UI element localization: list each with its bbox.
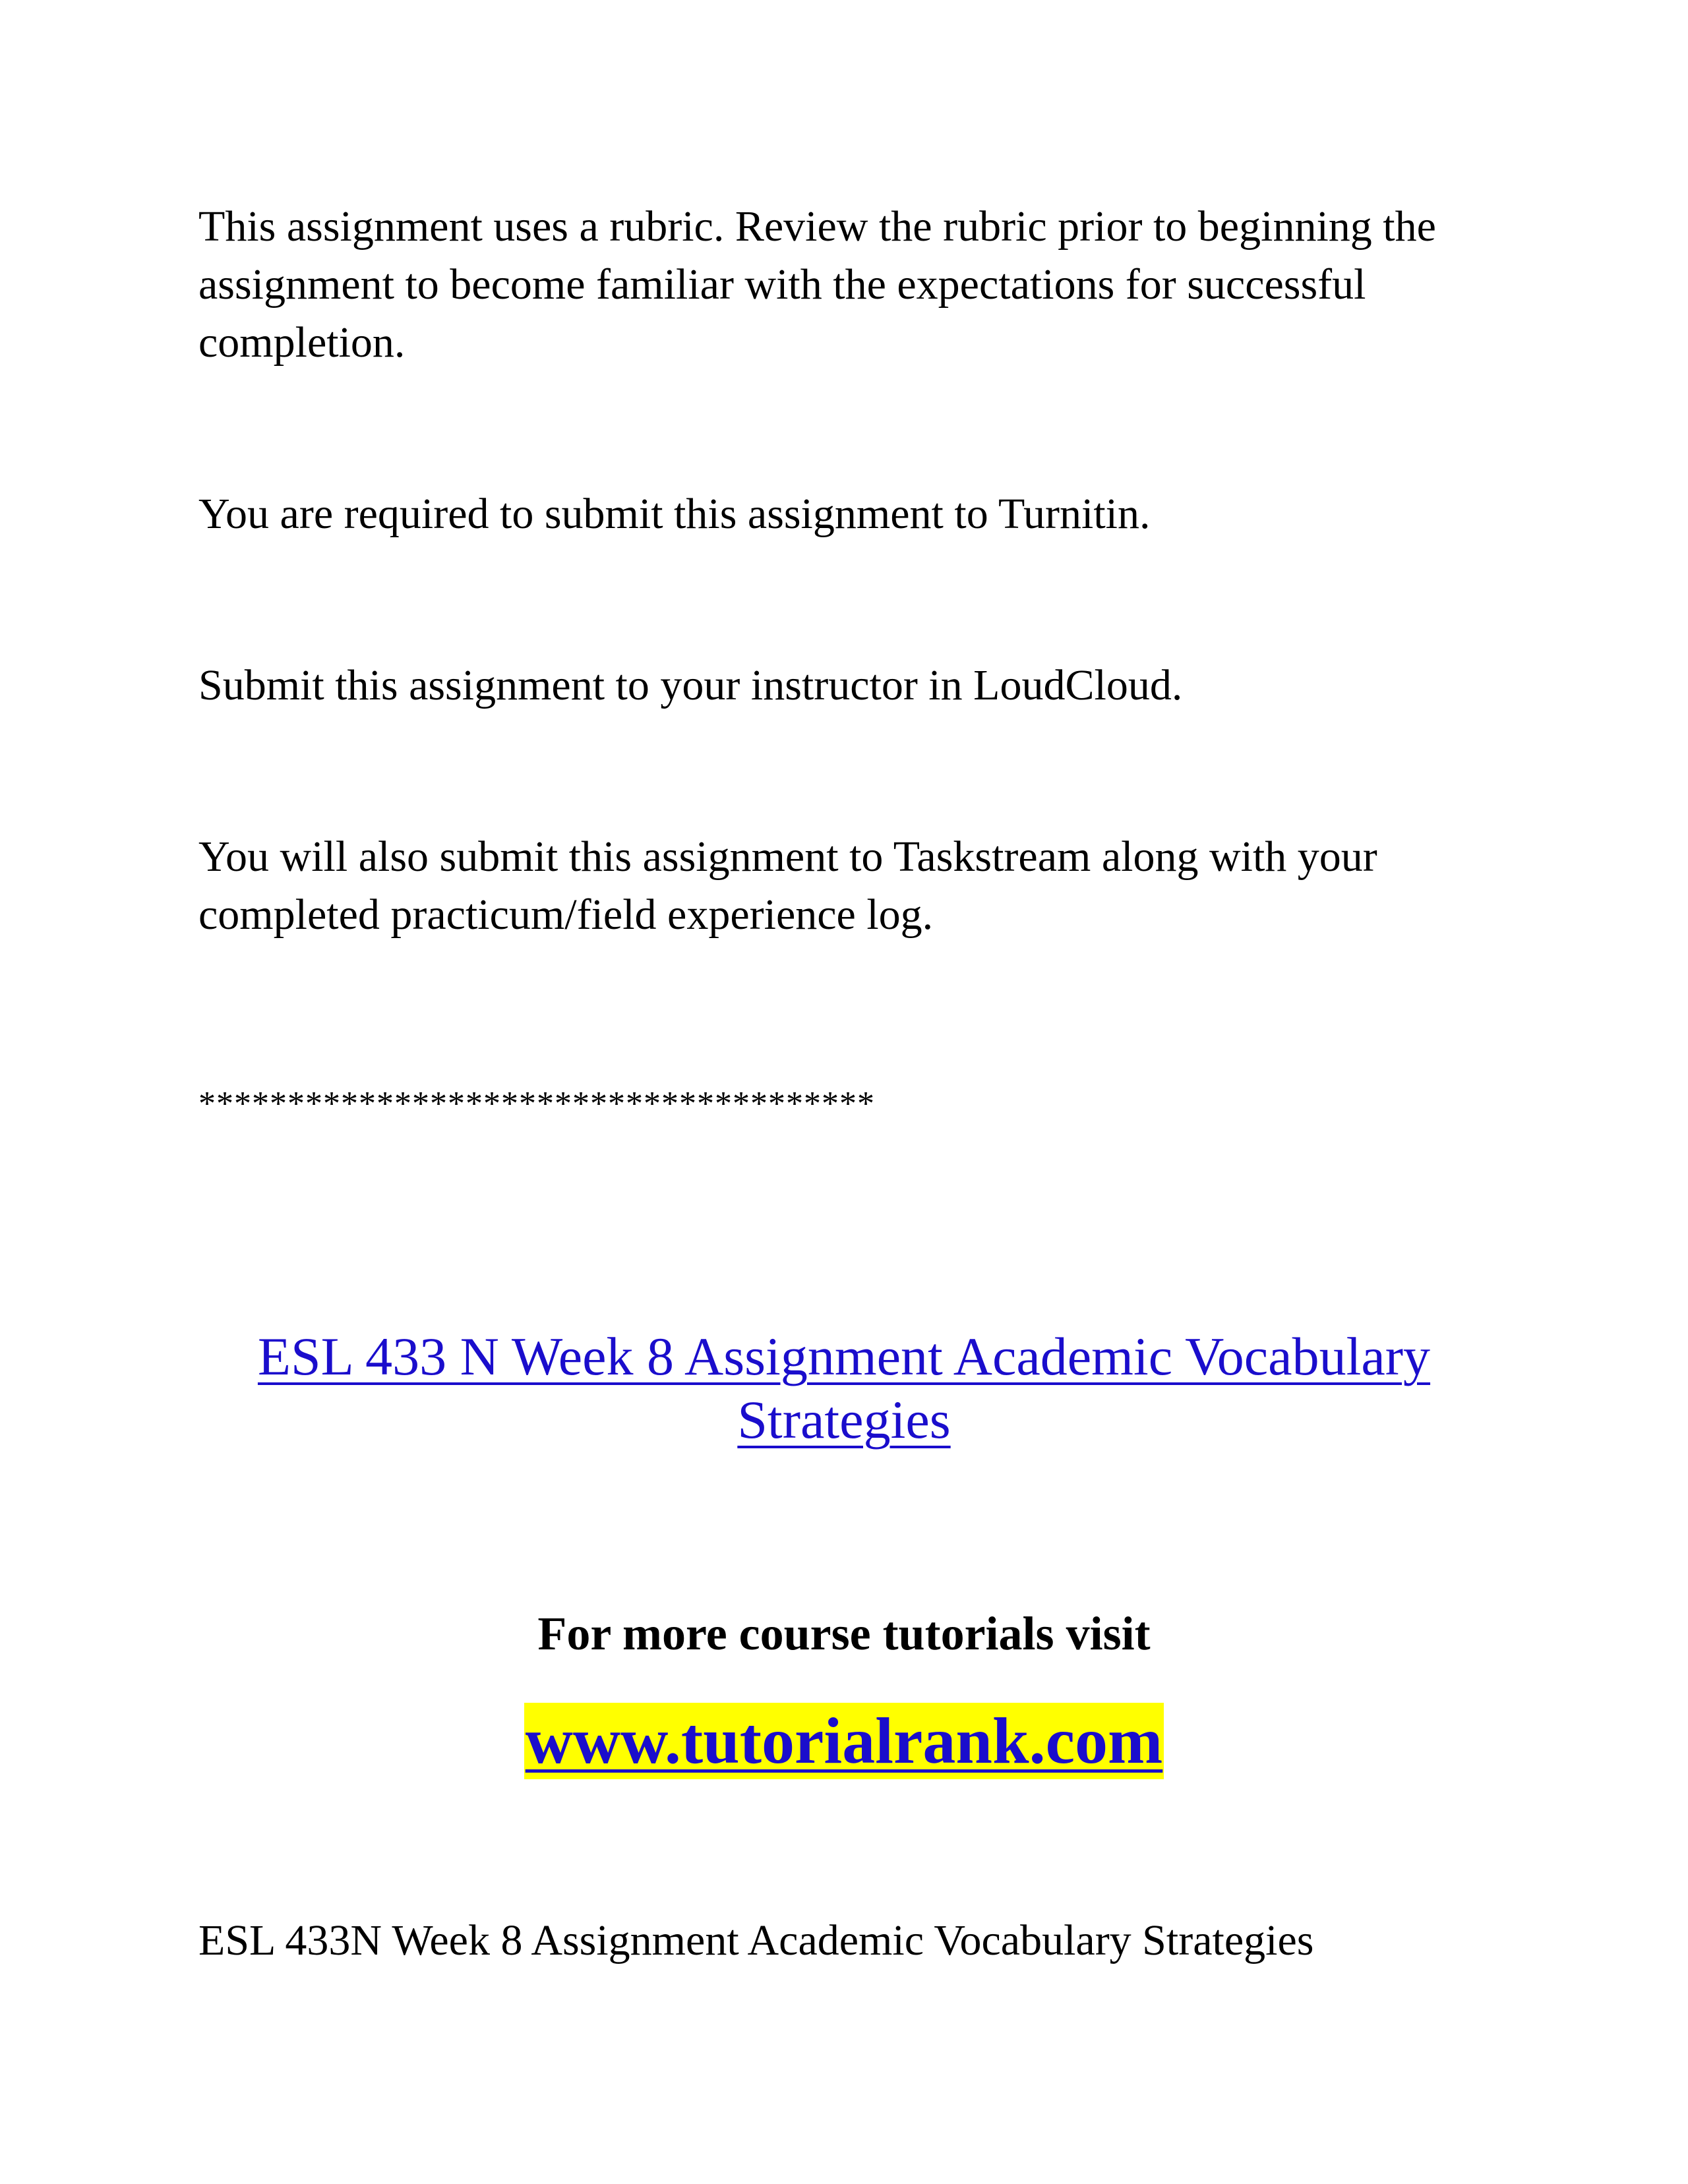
- rubric-paragraph: This assignment uses a rubric. Review the rubric prior to beginning the assignment to become familiar with the expectations for successful completion.: [198, 202, 1436, 367]
- tutorialrank-link[interactable]: www.tutorialrank.com: [524, 1703, 1164, 1779]
- turnitin-paragraph: You are required to submit this assignment to Turnitin.: [198, 490, 1151, 538]
- taskstream-paragraph: You will also submit this assignment to Taskstream along with your completed practicum/field experience log.: [198, 833, 1377, 939]
- asterisk-separator: **************************************: [198, 1085, 875, 1123]
- footer-title: ESL 433N Week 8 Assignment Academic Vocabulary Strategies: [198, 1916, 1314, 1964]
- assignment-title-link[interactable]: ESL 433 N Week 8 Assignment Academic Vocabulary Strategies: [257, 1326, 1431, 1450]
- site-link-container: [198, 1703, 1490, 1779]
- loudcloud-paragraph: Submit this assignment to your instructor in LoudCloud.: [198, 661, 1183, 709]
- promo-heading: For more course tutorials visit: [537, 1607, 1151, 1660]
